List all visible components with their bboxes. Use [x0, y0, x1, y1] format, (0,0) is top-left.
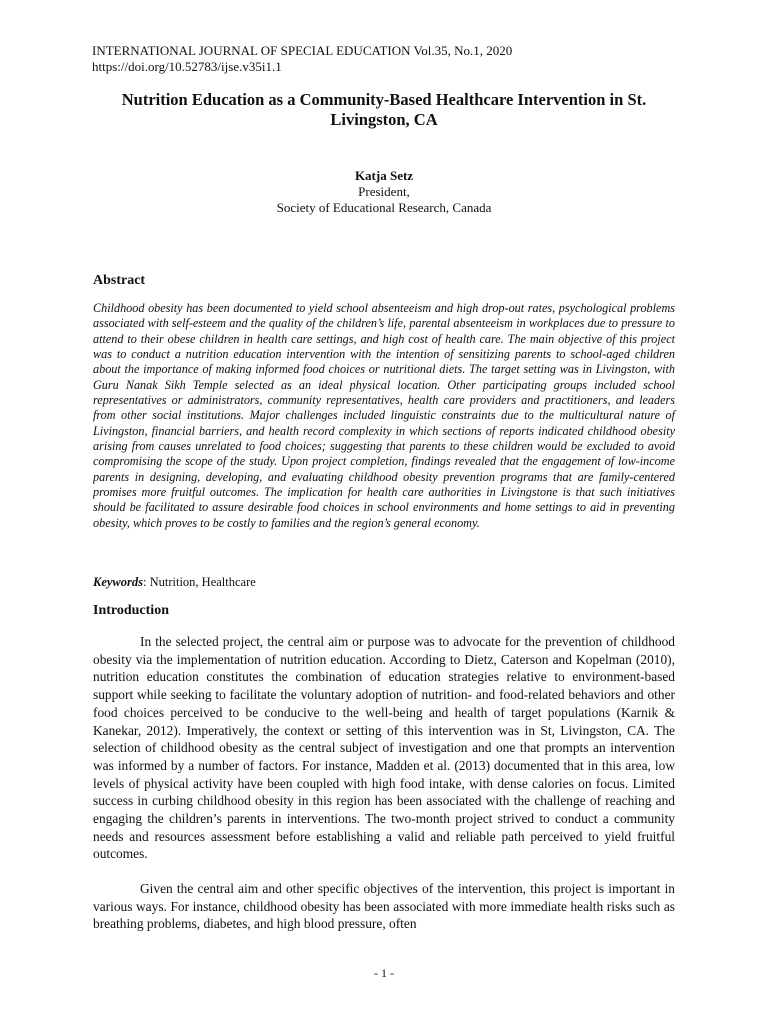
doi-link[interactable]: https://doi.org/10.52783/ijse.v35i1.1	[92, 59, 282, 74]
title-line-2: Livingston, CA	[330, 110, 438, 129]
page-number: - 1 -	[374, 966, 394, 980]
keywords-value: : Nutrition, Healthcare	[143, 575, 256, 589]
title-line-1: Nutrition Education as a Community-Based Healthcare Intervention in St.	[121, 90, 647, 109]
introduction-heading: Introduction	[93, 603, 169, 618]
introduction-paragraph-2: Given the central aim and other specific objectives of the intervention, this project is important in various ways. For instance, childhood obesity has been associated with more immediate health risks such as breathing problems, diabetes, and high blood pressure, often	[93, 881, 675, 932]
keywords-line	[93, 575, 256, 590]
journal-header	[92, 43, 512, 75]
abstract-heading: Abstract	[93, 273, 146, 288]
author-block	[0, 168, 768, 216]
author-name: Katja Setz	[354, 168, 414, 183]
author-affiliation: Society of Educational Research, Canada	[276, 200, 492, 215]
journal-line: INTERNATIONAL JOURNAL OF SPECIAL EDUCATION Vol.35, No.1, 2020	[92, 43, 513, 58]
keywords-label: Keywords	[93, 575, 143, 589]
introduction-paragraph-1: In the selected project, the central aim or purpose was to advocate for the prevention of childhood obesity via the implementation of nutrition education. According to Dietz, Caterson and Kopelman (2010), nutrition education constitutes the combination of education strategies relative to environment-based support while seeking to facilitate the voluntary adoption of nutrition- and food-related behaviors and other food choices perceived to be conducive to the well-being and health of target populations (Karnik & Kanekar, 2012). Imperatively, the context or setting of this intervention was in St, Livingston, CA. The selection of childhood obesity as the central subject of investigation and one that prompts an intervention was informed by a number of factors. For instance, Madden et al. (2013) documented that in this area, low levels of physical activity have been coupled with high food intake, with dense calories on focus. Limited success in curbing childhood obesity in this region has been associated with the challenge of reaching and engaging the children’s parents in interventions. The two-month project strived to conduct a community needs and resources assessment before establishing a valid and reliable path perceived to yield fruitful outcomes.	[93, 634, 675, 862]
abstract-text: Childhood obesity has been documented to yield school absenteeism and high drop-out rates, psychological problems associated with self-esteem and the quality of the children’s life, parental absenteeism in workplaces due to pressure to attend to their obese children in health care settings, and high cost of health care. The main objective of this project was to conduct a nutrition education intervention with the intention of sensitizing parents to school-aged children about the importance of making informed food choices or nutritional diets. The target setting was in Livingston, with Guru Nanak Sikh Temple selected as an ideal physical location. Other participating groups included school representatives or administrators, community representatives, health care providers and practitioners, and leaders from other social institutions. Major challenges included linguistic constraints due to the multicultural nature of Livingston, financial barriers, and health record complexity in which sections of reports indicated childhood obesity arising from causes unrelated to food choices; suggesting that parents to these children would be excluded to avoid compromising the scope of the study. Upon project completion, findings revealed that the engagement of low-income parents in designing, developing, and evaluating childhood obesity prevention programs that are family-centered promises more fruitful outcomes. The implication for health care authorities in Livingstone is that such initiatives should be facilitated to assure desirable food choices in school environments and home settings to aid in preventing obesity, which proves to be costly to families and the region’s general economy.	[93, 301, 675, 530]
author-role: President,	[358, 184, 410, 199]
paper-title	[60, 90, 708, 130]
